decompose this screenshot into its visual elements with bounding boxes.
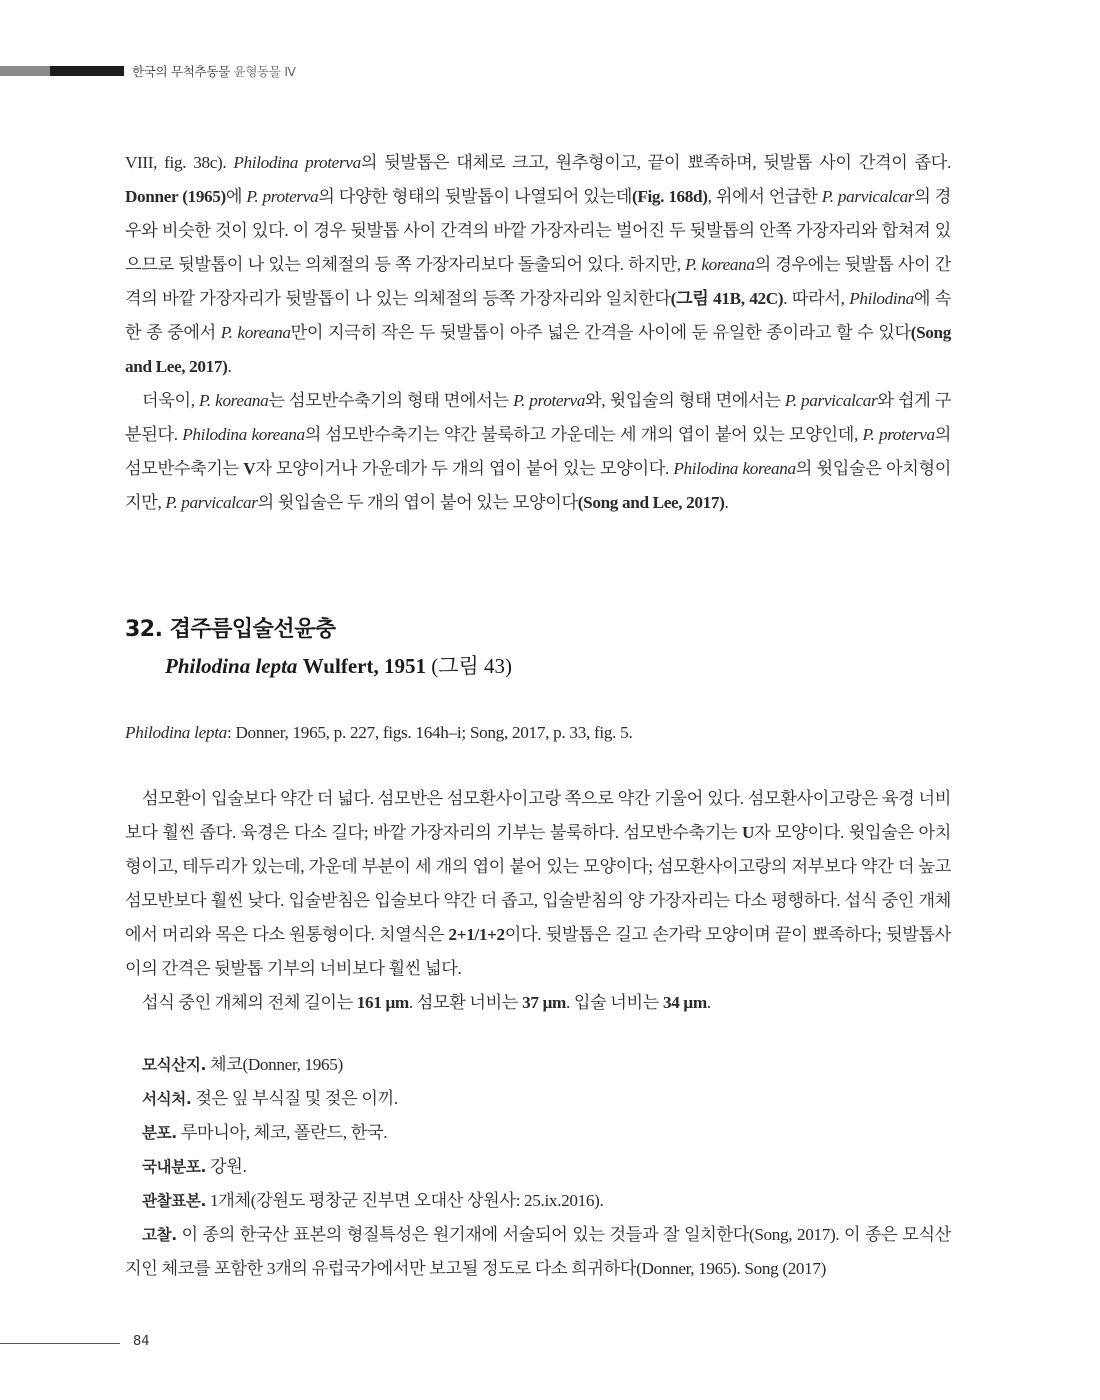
text-run: 의 섬모반수축기는 [125,425,951,478]
text-run: P. parvicalcar [784,391,878,410]
text-run: 자 모양이다. 윗입술은 아치형이고, 테두리가 있는데, 가운데 부분이 세 개의 엽이 붙어 있는 모양이다; 섬모환사이고랑의 저부보다 약간 더 높고 섬모반보다 훨씬 낮다. 입술받침은 입술보다 약간 더 좁고, 입술받침의 양 가장자리는 다소 평행하다. 섭식 중인 개체에서 머리와 목은 다소 원통형이다. 치열식은 [125,823,951,944]
text-run: 의 경우에는 뒷발톱 사이 간격의 바깥 가장자리가 뒷발톱이 나 있는 의체절의 등쪽 가장자리와 일치한다 [125,255,951,308]
text-run: Donner (1965) [125,187,226,206]
text-run: 섬모환이 입술보다 약간 더 넓다. 섬모반은 섬모환사이고랑 쪽으로 약간 기울어 있다. 섬모환사이고랑은 육경 너비보다 훨씬 좁다. 육경은 다소 길다; 바깥 가장자리의 기부는 불룩하다. 섬모반수축기는 [125,789,951,842]
text-run: P. proterva [246,187,319,206]
text-run: 34 μm [663,993,707,1012]
text-run: P. koreana [685,255,755,274]
text-run: 자 모양이거나 가운데가 두 개의 엽이 붙어 있는 모양이다. [255,459,674,478]
header-bar-gray [0,66,50,76]
text-run: V [243,459,256,478]
species-korean-heading [125,612,951,648]
material-text: 1개체(강원도 평창군 진부면 오대산 상원사: 25.ix.2016). [206,1191,604,1210]
text-run: (Song and Lee, 2017) [577,493,725,512]
text-run: 만이 지극히 작은 두 뒷발톱이 아주 넓은 간격을 사이에 둔 유일한 종이라고 할 수 있다 [290,323,911,342]
text-run: 2+1/1+2 [448,925,505,944]
type-locality [125,1048,951,1082]
text-run: 의 경우와 비슷한 것이 있다. 이 경우 뒷발톱 사이 간격의 바깥 가장자리는 벌어진 두 뒷발톱의 안쪽 가장자리와 합쳐져 있으므로 뒷발톱이 나 있는 의체절의 등 쪽 가장자리보다 돌출되어 있다. 하지만, [125,187,951,274]
text-run: 이다. 뒷발톱은 길고 손가락 모양이며 끝이 뾰족하다; 뒷발톱사이의 간격은 뒷발톱 기부의 너비보다 훨씬 넓다. [125,925,951,978]
text-run: P. parvicalcar [821,187,915,206]
remarks [125,1218,951,1286]
text-run: . 섬모환 너비는 [408,993,523,1012]
text-run: 의 윗입술은 아치형이지만, [125,459,951,512]
text-run: 의 섬모반수축기는 약간 불룩하고 가운데는 세 개의 엽이 붙어 있는 모양인데, [304,425,863,444]
material-label: 관찰표본. [142,1192,207,1210]
text-run: 37 μm [522,993,566,1012]
distribution-label: 분포. [142,1124,177,1142]
species-author-year: Wulfert, 1951 [302,654,426,678]
description-paragraph-2 [125,986,951,1020]
species-figure-ref: (그림 43) [431,654,513,678]
header-bar-black [50,66,124,76]
volume-title: 윤형동물 Ⅳ [233,64,296,79]
synonymy [125,716,951,750]
material-examined [125,1184,951,1218]
text-run: (Fig. 168d) [631,187,708,206]
continuation-paragraph-2 [125,384,951,520]
text-run: , 위에서 언급한 [707,187,822,206]
habitat [125,1082,951,1116]
footer-rule [0,1343,120,1344]
text-run: 에 속한 종 중에서 [125,289,951,342]
text-run: P. koreana [220,323,291,342]
remarks-label: 고찰. [142,1226,177,1244]
text-run: 161 μm [356,993,409,1012]
text-run: 섭식 중인 개체의 전체 길이는 [142,993,357,1012]
text-run: . [706,993,711,1012]
species-number: 32. [125,617,163,642]
remarks-text: 이 종의 한국산 표본의 형질특성은 원기재에 서술되어 있는 것들과 잘 일치한다(Song, 2017). 이 종은 모식산지인 체코를 포함한 3개의 유럽국가에서만 보고될 정도로 다소 희귀하다(Donner, 1965). Song (2017) [125,1225,951,1278]
species-korean-name: 겹주름입술선윤충 [169,617,336,642]
species-heading [125,612,951,684]
text-run: Philodina proterva [233,153,361,172]
text-run: P. proterva [513,391,586,410]
korean-distribution-text: 강원. [206,1157,247,1176]
text-run: 더욱이, [142,391,199,410]
korean-distribution-label: 국내분포. [142,1158,207,1176]
species-scientific-name: Philodina lepta [165,654,298,678]
text-run: . 입술 너비는 [565,993,663,1012]
type-locality-text: 체코(Donner, 1965) [206,1055,343,1074]
type-locality-label: 모식산지. [142,1056,207,1074]
continuation-text [125,146,951,520]
page-number: 84 [133,1334,150,1349]
text-run: . 따라서, [783,289,850,308]
text-run: U [742,823,755,842]
text-run: P. koreana [199,391,269,410]
text-run: 와 쉽게 구분된다. [125,391,951,444]
distribution [125,1116,951,1150]
text-run: (그림 41B, 42C) [670,289,784,308]
book-title: 한국의 무척추동물 [132,64,230,79]
text-run: P. parvicalcar [165,493,258,512]
synonymy-name: Philodina lepta [125,723,227,742]
text-run: Philodina koreana [182,425,305,444]
text-run: (Song and Lee, 2017) [125,323,951,376]
text-run: P. proterva [862,425,935,444]
text-run: Philodina koreana [673,459,796,478]
text-run: 와, 윗입술의 형태 면에서는 [585,391,785,410]
running-head [132,62,296,80]
species-scientific-heading [125,648,951,684]
text-run: 의 다양한 형태의 뒷발톱이 나열되어 있는데 [318,187,632,206]
text-run: . [227,357,232,376]
text-run: VIII, fig. 38c). [125,153,234,172]
text-run: 의 윗입술은 두 개의 엽이 붙어 있는 모양이다 [257,493,578,512]
text-run: . [724,493,729,512]
text-run: 는 섬모반수축기의 형태 면에서는 [268,391,514,410]
korean-distribution [125,1150,951,1184]
text-run: Philodina [849,289,914,308]
text-run: 의 뒷발톱은 대체로 크고, 원추형이고, 끝이 뾰족하며, 뒷발톱 사이 간격이 좁다. [360,153,952,172]
synonymy-ref: : Donner, 1965, p. 227, figs. 164h–i; Song, 2017, p. 33, fig. 5. [226,723,633,742]
habitat-label: 서식처. [142,1090,192,1108]
text-run: 에 [225,187,247,206]
description [125,782,951,1020]
distribution-text: 루마니아, 체코, 폴란드, 한국. [176,1123,388,1142]
description-paragraph-1 [125,782,951,986]
species-metadata [125,1048,951,1286]
habitat-text: 젖은 잎 부식질 및 젖은 이끼. [191,1089,398,1108]
continuation-paragraph-1 [125,146,951,384]
